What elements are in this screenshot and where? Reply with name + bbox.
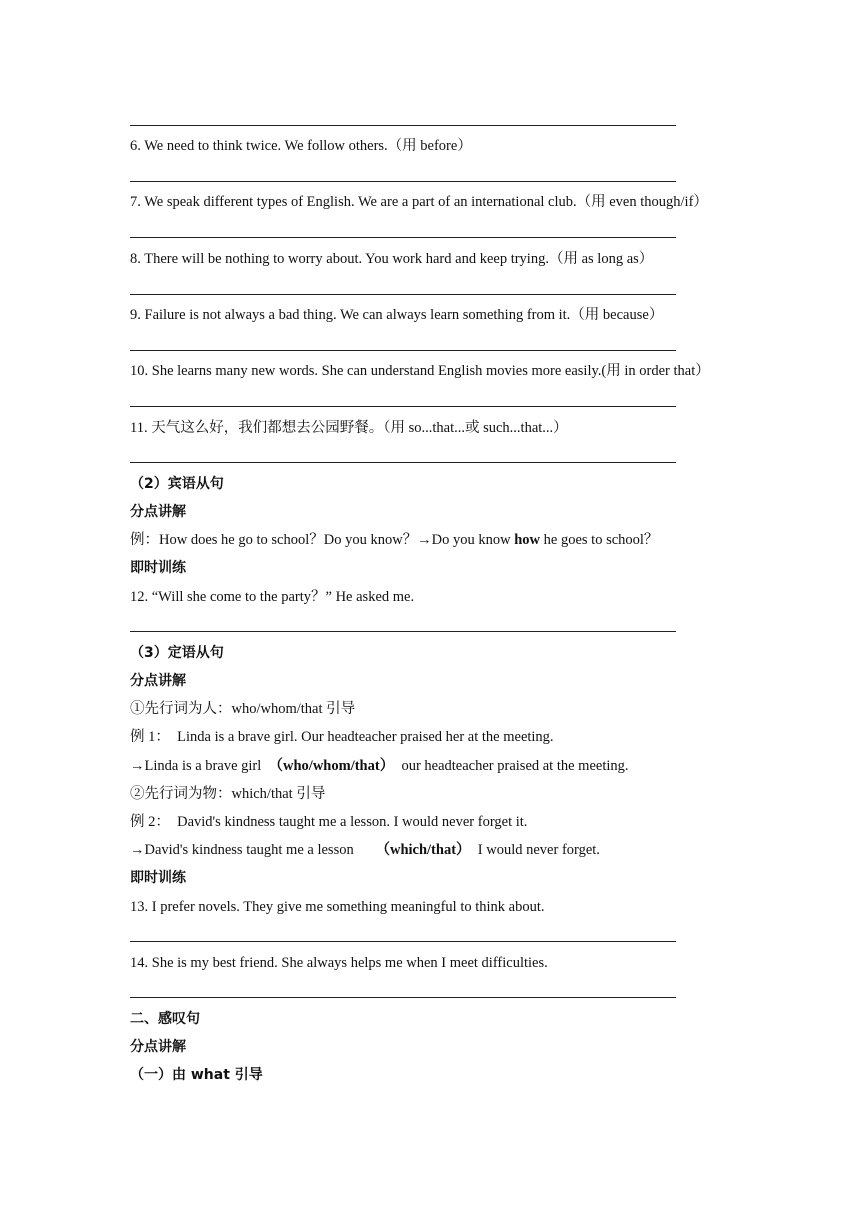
label-explanation-3: 分点讲解 bbox=[130, 1039, 186, 1055]
example-1-pre: →Linda is a brave girl bbox=[130, 758, 276, 774]
example-2-pre: →David's kindness taught me a lesson bbox=[130, 842, 383, 858]
question-7: 7. We speak different types of English. We are a part of an international club.（用 even though/if） bbox=[130, 194, 708, 210]
question-13: 13. I prefer novels. They give me something meaningful to think about. bbox=[130, 899, 545, 915]
answer-line-9[interactable] bbox=[130, 350, 676, 351]
label-practice-2: 即时训练 bbox=[130, 870, 186, 886]
example-suffix: he goes to school？ bbox=[540, 532, 659, 548]
answer-line-7[interactable] bbox=[130, 237, 676, 238]
section-object-clause: （2）宾语从句 bbox=[130, 476, 224, 492]
rule-person: ①先行词为人：who/whom/that 引导 bbox=[130, 701, 356, 717]
answer-line-5[interactable] bbox=[130, 125, 676, 126]
question-8: 8. There will be nothing to worry about. You work hard and keep trying.（用 as long as） bbox=[130, 251, 654, 267]
example-keyword: how bbox=[514, 532, 541, 548]
label-explanation-2: 分点讲解 bbox=[130, 673, 186, 689]
object-clause-example bbox=[130, 531, 658, 549]
answer-line-6[interactable] bbox=[130, 181, 676, 182]
question-14: 14. She is my best friend. She always helps me when I meet difficulties. bbox=[130, 955, 548, 971]
example-2-post: I would never forget. bbox=[463, 842, 600, 858]
answer-line-10[interactable] bbox=[130, 406, 676, 407]
example-1-post: our headteacher praised at the meeting. bbox=[386, 758, 629, 774]
example-2-combined bbox=[130, 841, 600, 859]
example-1-original: 例 1： Linda is a brave girl. Our headteacher praised her at the meeting. bbox=[130, 729, 554, 745]
example-1-pronouns: （who/whom/that） bbox=[275, 758, 387, 774]
example-2-pronouns: （which/that） bbox=[382, 842, 464, 858]
question-12: 12. “Will she come to the party？” He asked me. bbox=[130, 589, 415, 605]
rule-thing: ②先行词为物：which/that 引导 bbox=[130, 786, 326, 802]
section-attributive-clause: （3）定语从句 bbox=[130, 645, 224, 661]
section-exclamation: 二、感叹句 bbox=[130, 1011, 200, 1027]
label-practice: 即时训练 bbox=[130, 560, 186, 576]
subsection-what: （一）由 what 引导 bbox=[130, 1067, 263, 1083]
question-10: 10. She learns many new words. She can understand English movies more easily.(用 in order that） bbox=[130, 363, 710, 379]
question-11: 11. 天气这么好，我们都想去公园野餐。（用 so...that...或 such...that...） bbox=[130, 420, 568, 436]
answer-line-12[interactable] bbox=[130, 631, 676, 632]
answer-line-8[interactable] bbox=[130, 294, 676, 295]
answer-line-14[interactable] bbox=[130, 997, 676, 998]
example-2-original: 例 2： David's kindness taught me a lesson. I would never forget it. bbox=[130, 814, 528, 830]
label-explanation: 分点讲解 bbox=[130, 504, 186, 520]
answer-line-11[interactable] bbox=[130, 462, 676, 463]
question-9: 9. Failure is not always a bad thing. We can always learn something from it.（用 because） bbox=[130, 307, 664, 323]
question-6: 6. We need to think twice. We follow others.（用 before） bbox=[130, 138, 472, 154]
example-1-combined bbox=[130, 757, 629, 775]
answer-line-13[interactable] bbox=[130, 941, 676, 942]
example-prefix: 例：How does he go to school？Do you know？→Do you know bbox=[130, 532, 515, 548]
